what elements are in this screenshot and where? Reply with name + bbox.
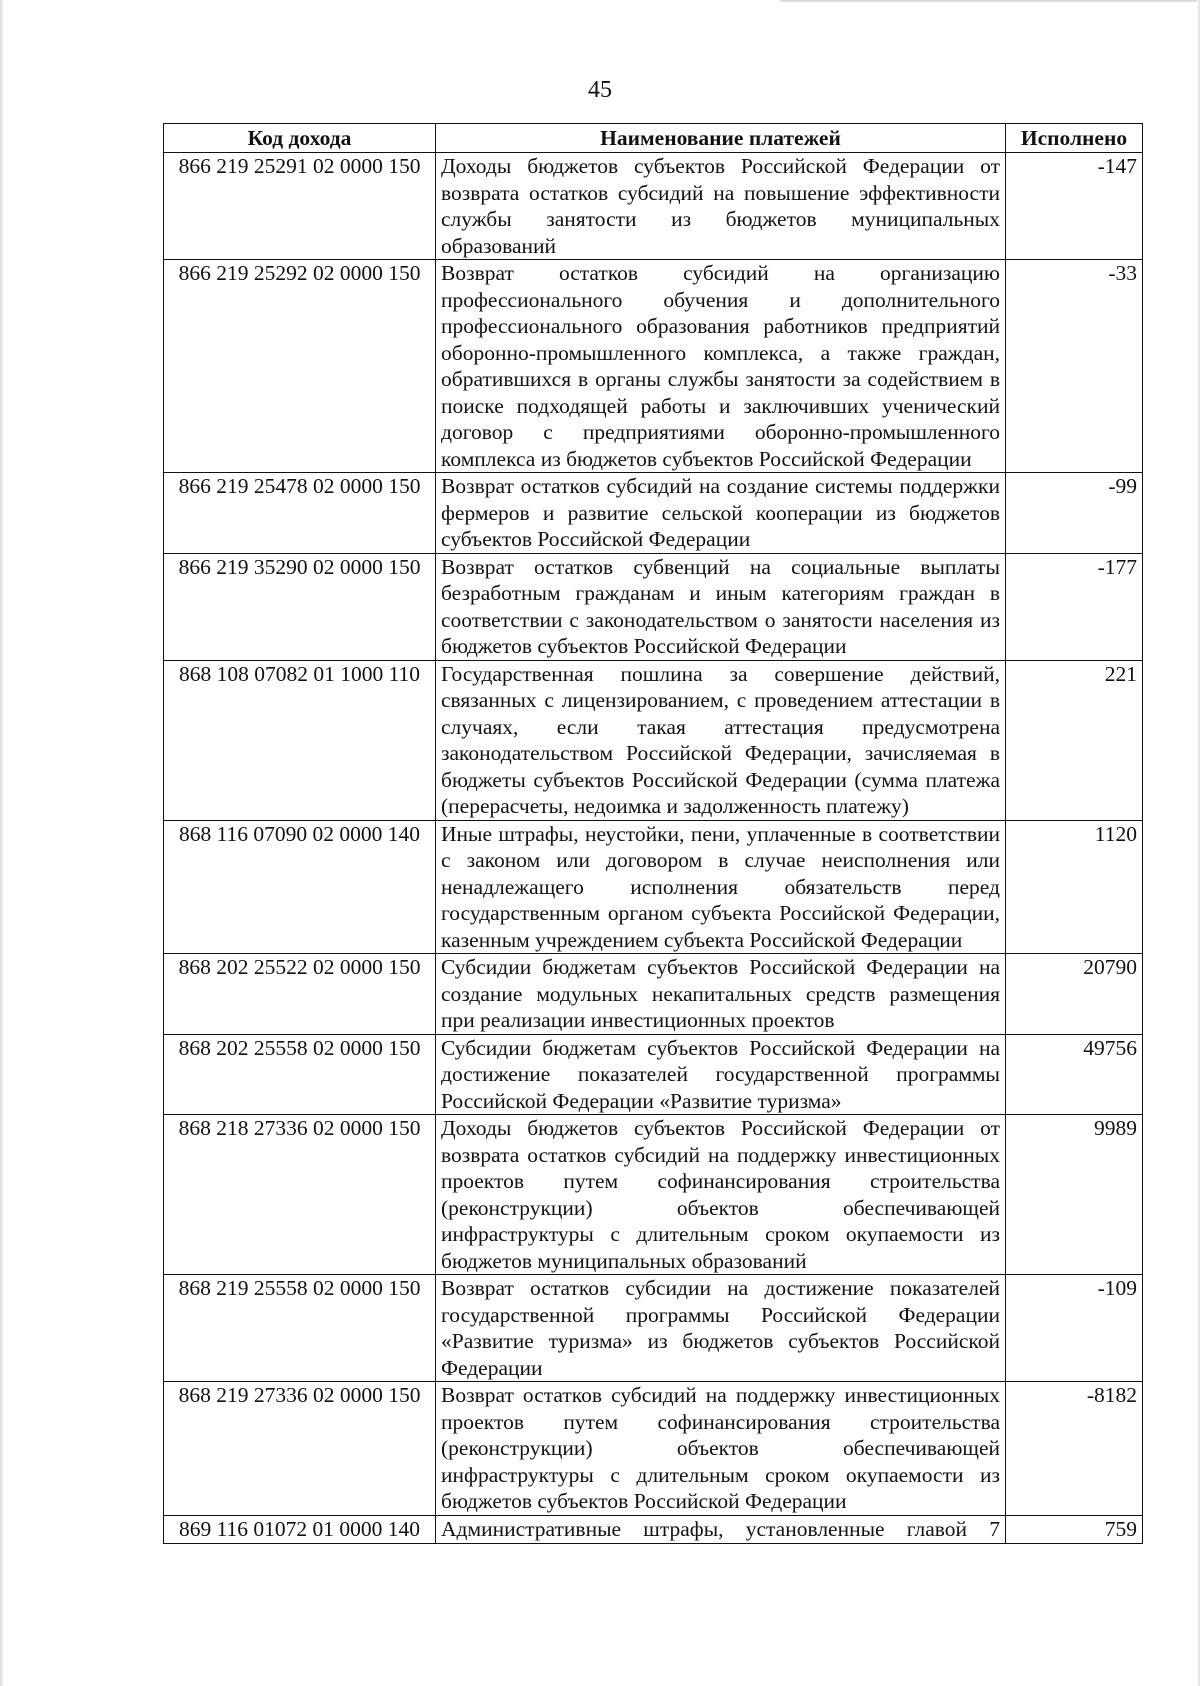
row-executed: 759 <box>1006 1515 1143 1543</box>
row-executed: -147 <box>1006 153 1143 260</box>
table-row <box>164 153 1143 260</box>
row-name: Государственная пошлина за совершение действий, связанных с лицензированием, с проведением аттестации в случаях, если такая аттестация предусмотрена законодательством Российской Федерации, зачисляемая в бюджеты субъектов Российской Федерации (сумма платежа (перерасчеты, недоимка и задолженность платежу) <box>436 660 1006 820</box>
row-code: 866 219 25292 02 0000 150 <box>164 260 436 473</box>
row-executed: -109 <box>1006 1275 1143 1382</box>
row-code: 866 219 25478 02 0000 150 <box>164 473 436 554</box>
scan-edge-top <box>780 0 1200 3</box>
row-code: 869 116 01072 01 0000 140 <box>164 1515 436 1543</box>
row-code: 868 219 25558 02 0000 150 <box>164 1275 436 1382</box>
row-name: Возврат остатков субсидий на организацию профессионального обучения и дополнительного профессионального образования работников предприятий оборонно-промышленного комплекса, а также граждан, обратившихся в органы службы занятости за содействием в поиске подходящей работы и заключивших ученический договор с предприятиями оборонно-промышленного комплекса из бюджетов субъектов Российской Федерации <box>436 260 1006 473</box>
row-executed: 20790 <box>1006 954 1143 1035</box>
table-body <box>164 153 1143 1544</box>
row-name: Субсидии бюджетам субъектов Российской Федерации на создание модульных некапитальных средств размещения при реализации инвестиционных проектов <box>436 954 1006 1035</box>
row-code: 868 202 25558 02 0000 150 <box>164 1034 436 1115</box>
header-name: Наименование платежей <box>436 124 1006 153</box>
table-row <box>164 260 1143 473</box>
table-row <box>164 1515 1143 1543</box>
row-executed: -177 <box>1006 553 1143 660</box>
header-executed: Исполнено <box>1006 124 1143 153</box>
row-name: Доходы бюджетов субъектов Российской Федерации от возврата остатков субсидий на поддержку инвестиционных проектов путем софинансирования строительства (реконструкции) объектов обеспечивающей инфраструктуры с длительным сроком окупаемости из бюджетов муниципальных образований <box>436 1115 1006 1275</box>
table-row <box>164 553 1143 660</box>
row-name: Возврат остатков субсидий на создание системы поддержки фермеров и развитие сельской кооперации из бюджетов субъектов Российской Федерации <box>436 473 1006 554</box>
row-name: Субсидии бюджетам субъектов Российской Федерации на достижение показателей государственной программы Российской Федерации «Развитие туризма» <box>436 1034 1006 1115</box>
row-code: 868 116 07090 02 0000 140 <box>164 820 436 954</box>
row-executed: 221 <box>1006 660 1143 820</box>
row-executed: 49756 <box>1006 1034 1143 1115</box>
row-executed: -33 <box>1006 260 1143 473</box>
table-row <box>164 820 1143 954</box>
row-name: Возврат остатков субсидии на достижение показателей государственной программы Российской Федерации «Развитие туризма» из бюджетов субъектов Российской Федерации <box>436 1275 1006 1382</box>
row-name: Иные штрафы, неустойки, пени, уплаченные в соответствии с законом или договором в случае неисполнения или ненадлежащего исполнения обязательств перед государственным органом субъекта Российской Федерации, казенным учреждением субъекта Российской Федерации <box>436 820 1006 954</box>
table-row <box>164 1275 1143 1382</box>
revenue-table <box>163 123 1143 1544</box>
row-executed: -8182 <box>1006 1382 1143 1516</box>
table-row <box>164 954 1143 1035</box>
row-code: 868 219 27336 02 0000 150 <box>164 1382 436 1516</box>
scan-edge-left <box>0 0 4 1686</box>
row-name-line: Административные штрафы, установленные главой 7 <box>441 1516 1000 1541</box>
header-code: Код дохода <box>164 124 436 153</box>
table-row <box>164 660 1143 820</box>
table-row <box>164 1382 1143 1516</box>
row-executed: 1120 <box>1006 820 1143 954</box>
row-code: 868 218 27336 02 0000 150 <box>164 1115 436 1275</box>
row-name: Доходы бюджетов субъектов Российской Федерации от возврата остатков субсидий на повышение эффективности службы занятости из бюджетов муниципальных образований <box>436 153 1006 260</box>
row-code: 868 108 07082 01 1000 110 <box>164 660 436 820</box>
row-name: Возврат остатков субсидий на поддержку инвестиционных проектов путем софинансирования строительства (реконструкции) объектов обеспечивающей инфраструктуры с длительным сроком окупаемости из бюджетов субъектов Российской Федерации <box>436 1382 1006 1516</box>
table-row <box>164 473 1143 554</box>
table-header-row <box>164 124 1143 153</box>
row-executed: 9989 <box>1006 1115 1143 1275</box>
table-row <box>164 1115 1143 1275</box>
row-name <box>436 1515 1006 1543</box>
row-executed: -99 <box>1006 473 1143 554</box>
table-header <box>164 124 1143 153</box>
row-code: 866 219 35290 02 0000 150 <box>164 553 436 660</box>
row-code: 868 202 25522 02 0000 150 <box>164 954 436 1035</box>
row-name: Возврат остатков субвенций на социальные выплаты безработным гражданам и иным категориям граждан в соответствии с законодательством о занятости населения из бюджетов субъектов Российской Федерации <box>436 553 1006 660</box>
page-number: 45 <box>588 77 612 103</box>
row-code: 866 219 25291 02 0000 150 <box>164 153 436 260</box>
table-row <box>164 1034 1143 1115</box>
